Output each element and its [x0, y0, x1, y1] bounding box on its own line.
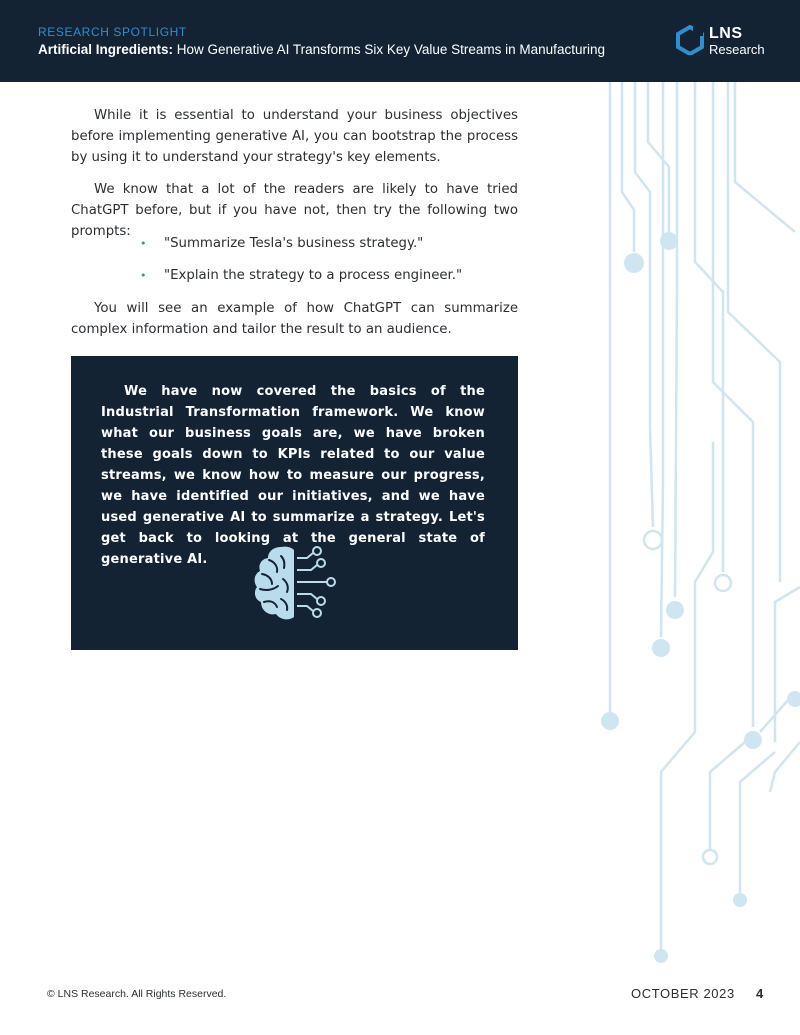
page-header	[0, 0, 800, 82]
lns-logo	[675, 25, 785, 59]
header-kicker: RESEARCH SPOTLIGHT	[38, 25, 187, 39]
paragraph-1	[71, 105, 518, 168]
paragraph-3-text: You will see an example of how ChatGPT can summarize complex information and tailor the result to an audience.	[71, 301, 518, 337]
paragraph-1-text: While it is essential to understand your business objectives before implementing generative AI, you can bootstrap the process by using it to understand your strategy's key elements.	[71, 108, 518, 165]
header-title	[38, 42, 605, 57]
header-title-bold: Artificial Ingredients:	[38, 42, 174, 57]
paragraph-2-text: We know that a lot of the readers are likely to have tried ChatGPT before, but if you have not, then try the following two prompts:	[71, 182, 518, 239]
callout-text: We have now covered the basics of the Industrial Transformation framework. We know what our business goals are, we have broken these goals down to KPIs related to our value streams, we know how to measure our progress, we have identified our initiatives, and we have used generative AI to summarize a strategy. Let's get back to looking at the general state of generative AI.	[101, 384, 485, 567]
list-item	[140, 233, 520, 265]
lns-hexagon-icon	[675, 25, 705, 55]
prompt-text: "Explain the strategy to a process engineer."	[164, 268, 463, 283]
page-number: 4	[756, 986, 764, 1001]
list-item	[140, 265, 520, 297]
prompt-list	[140, 233, 520, 297]
copyright-notice: © LNS Research. All Rights Reserved.	[47, 988, 227, 1000]
report-date: OCTOBER 2023	[631, 986, 735, 1001]
bullet-dot-icon: •	[140, 269, 147, 282]
circuit-decoration	[595, 82, 800, 972]
logo-text-lns: LNS	[709, 25, 743, 42]
paragraph-3	[71, 298, 518, 340]
logo-text-research: Research	[709, 42, 765, 57]
header-title-rest: How Generative AI Transforms Six Key Value Streams in Manufacturing	[173, 42, 605, 57]
bullet-dot-icon: •	[140, 237, 147, 250]
prompt-text: "Summarize Tesla's business strategy."	[164, 236, 424, 251]
brain-circuit-icon	[251, 544, 341, 624]
callout-box	[71, 356, 518, 650]
